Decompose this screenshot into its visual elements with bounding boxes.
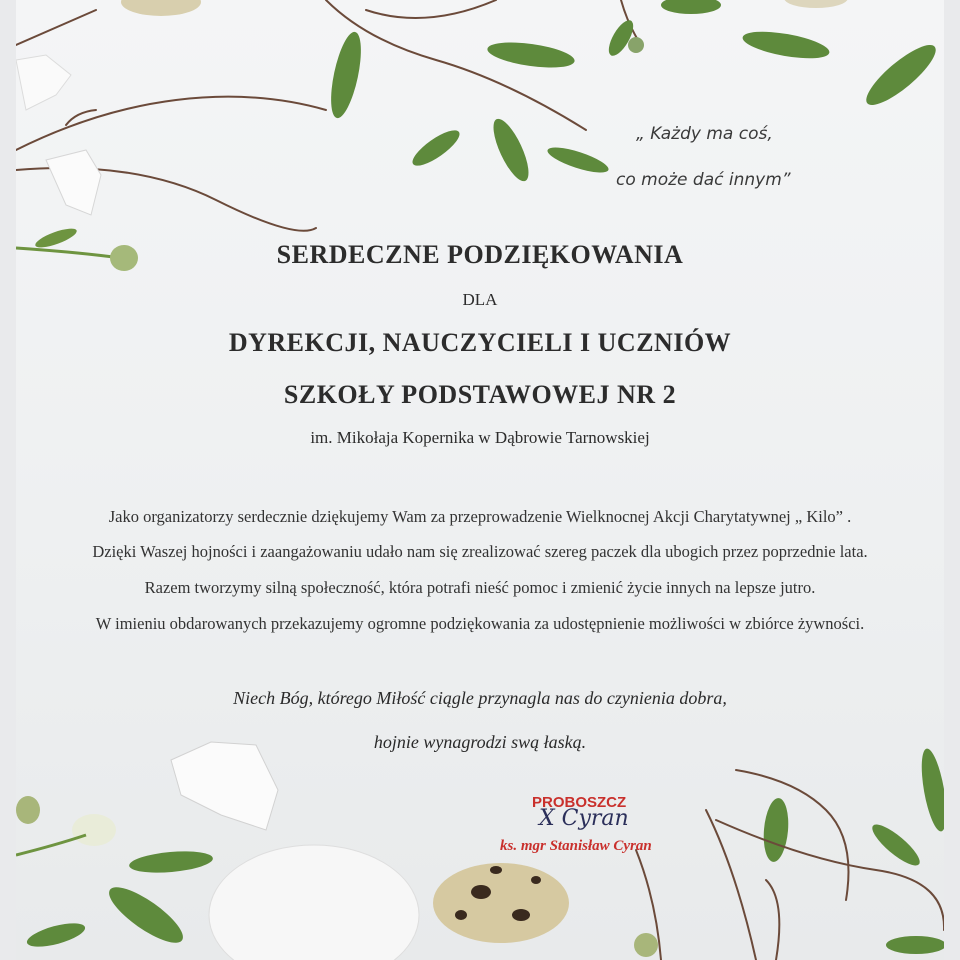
bottom-twigs	[636, 770, 944, 960]
blessing-line-1: Niech Bóg, którego Miłość ciągle przynagla nas do czynienia dobra,	[233, 688, 727, 708]
white-egg	[209, 845, 419, 960]
top-leaves	[325, 0, 943, 185]
eggshell-fragment	[171, 742, 278, 830]
floral-decoration	[16, 0, 944, 960]
signatory-name: ks. mgr Stanisław Cyran	[500, 838, 652, 854]
body-paragraph: W imieniu obdarowanych przekazujemy ogromne podziękowania za udostępnienie możliwości w zbiórce żywności.	[95, 614, 865, 633]
quail-egg	[121, 0, 201, 16]
top-twigs	[16, 0, 641, 231]
signature-role: PROBOSZCZ	[532, 794, 627, 811]
blessing-line-2: hojnie wynagrodzi swą łaską.	[373, 732, 587, 752]
eggshell-fragment	[16, 55, 71, 110]
eggshell-fragment	[46, 150, 101, 215]
quail-egg-bottom	[433, 863, 569, 943]
quail-egg	[784, 0, 848, 8]
motto-line-1: „ Każdy ma coś,	[636, 124, 773, 144]
dla-label: DLA	[462, 290, 498, 309]
recipient-line-1: DYREKCJI, NAUCZYCIELI I UCZNIÓW	[228, 328, 732, 357]
page-title: SERDECZNE PODZIĘKOWANIA	[276, 240, 684, 269]
recipient-line-2: SZKOŁY PODSTAWOWEJ NR 2	[283, 380, 677, 409]
school-patron: im. Mikołaja Kopernika w Dąbrowie Tarnowskiej	[310, 428, 650, 447]
motto-line-2: co może dać innym”	[616, 170, 791, 190]
certificate-page	[16, 0, 944, 960]
body-paragraph: Razem tworzymy silną społeczność, która potrafi nieść pomoc i zmienić życie innych na lepsze jutro.	[144, 578, 816, 597]
body-paragraph: Jako organizatorzy serdecznie dziękujemy Wam za przeprowadzenie Wielknocnej Akcji Charytatywnej „ Kilo” .	[108, 507, 852, 526]
body-paragraph: Dzięki Waszej hojności i zaangażowaniu udało nam się zrealizować szereg paczek dla ubogich przez poprzednie lata.	[92, 542, 868, 561]
handwritten-signature: X Cyran	[539, 806, 629, 831]
